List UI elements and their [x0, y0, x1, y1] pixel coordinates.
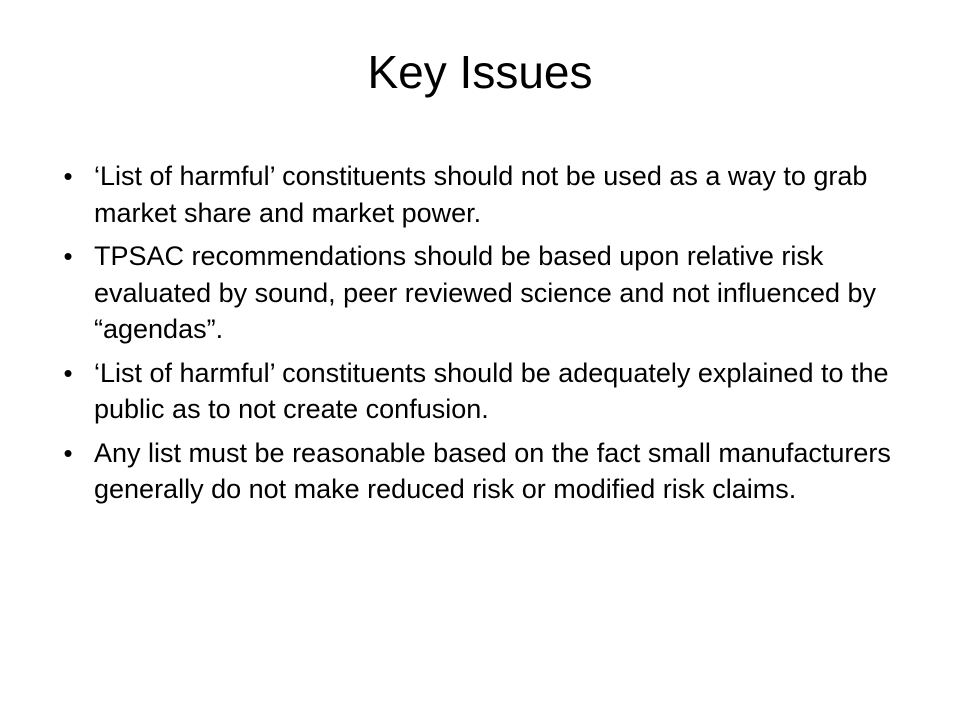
bullet-item-4 — [58, 435, 908, 508]
bullet-icon: • — [63, 357, 73, 388]
bullet-list — [58, 158, 908, 515]
bullet-text-4: Any list must be reasonable based on the fact small manufacturers generally do not make reduced risk or modified risk claims. — [94, 437, 891, 504]
bullet-item-1 — [58, 158, 908, 231]
bullet-item-3 — [58, 355, 908, 428]
bullet-icon: • — [63, 437, 73, 468]
slide-title: Key Issues — [367, 46, 593, 98]
bullet-icon: • — [63, 241, 73, 271]
bullet-item-2 — [58, 238, 908, 348]
bullet-text-2: TPSAC recommendations should be based upon relative risk evaluated by sound, peer reviewed science and not influenced by “agendas”. — [94, 241, 877, 344]
bullet-text-3: ‘List of harmful’ constituents should be adequately explained to the public as to not create confusion. — [94, 357, 889, 424]
bullet-text-1: ‘List of harmful’ constituents should not be used as a way to grab market share and market power. — [94, 161, 868, 228]
bullet-icon: • — [63, 161, 73, 191]
